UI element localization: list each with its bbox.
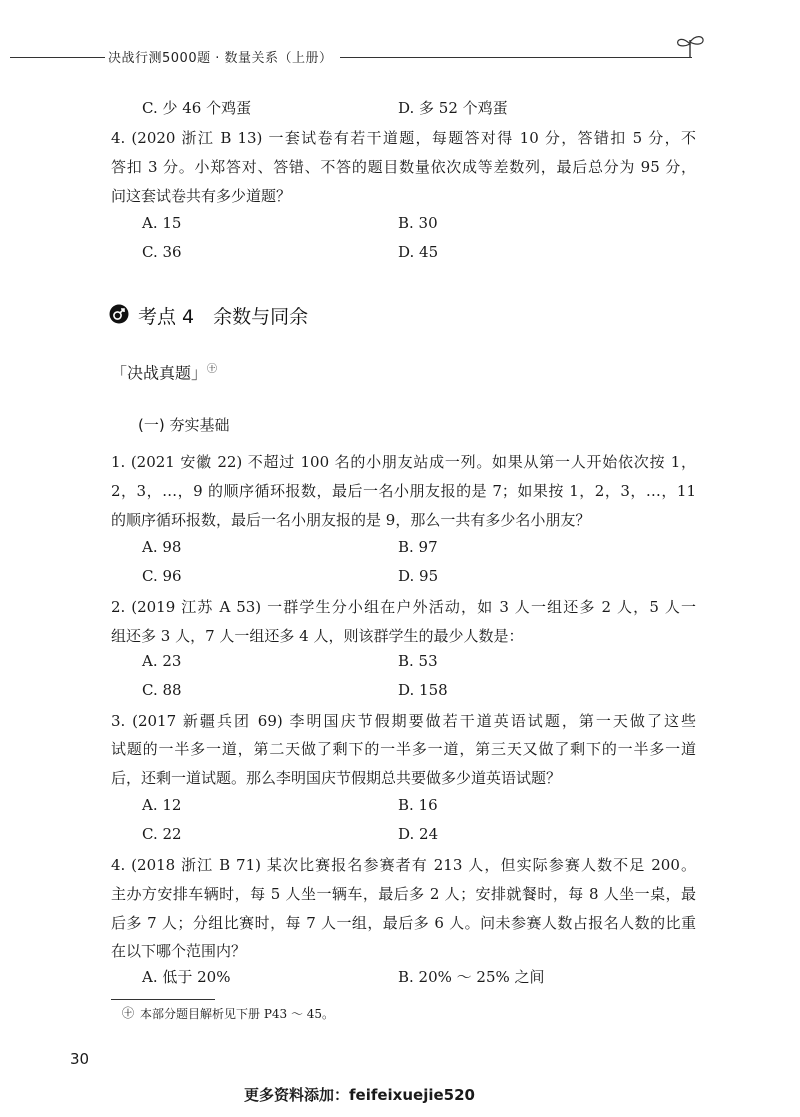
- question-line: 答扣 3 分。小郑答对、答错、不答的题目数量依次成等差数列，最后总分为 95 分，: [111, 158, 696, 176]
- subsection-title: [111, 360, 217, 383]
- option-a: A. 12: [142, 796, 182, 814]
- header-rule-left: [10, 57, 105, 58]
- option-c: C. 少 46 个鸡蛋: [142, 99, 252, 117]
- footnote-text: 本部分题目解析见下册 P43 ～ 45。: [140, 1007, 335, 1021]
- option-c: C. 22: [142, 825, 182, 843]
- option-c: C. 36: [142, 243, 182, 261]
- option-b: B. 30: [398, 214, 438, 232]
- option-c: C. 96: [142, 567, 182, 585]
- footnote-ref-mark: ㊉: [207, 364, 218, 375]
- question-line: 的顺序循环报数，最后一名小朋友报的是 9，那么一共有多少名小朋友？: [111, 511, 591, 529]
- question-line: 4. (2018 浙江 B 71) 某次比赛报名参赛者有 213 人，但实际参赛人数不足 200。: [111, 856, 696, 874]
- option-a: A. 23: [142, 652, 182, 670]
- page-number: 30: [70, 1050, 90, 1068]
- option-d: D. 24: [398, 825, 439, 843]
- question-line: 后，还剩一道试题。那么李明国庆节假期总共要做多少道英语试题？: [111, 769, 562, 787]
- option-b: B. 20% ～ 25% 之间: [398, 968, 545, 986]
- option-d: D. 95: [398, 567, 439, 585]
- watermark-text: 更多资料添加：feifeixuejie520: [244, 1086, 475, 1104]
- option-a: A. 98: [142, 538, 182, 556]
- question-line: 4. (2020 浙江 B 13) 一套试卷有若干道题，每题答对得 10 分，答错扣 5 分，不: [111, 129, 696, 147]
- section-title: 考点 4 余数与同余: [138, 306, 309, 328]
- running-header: 决战行测5000题 · 数量关系（上册）: [108, 51, 333, 66]
- question-line: 在以下哪个范围内？: [111, 942, 247, 960]
- part-title: (一) 夯实基础: [138, 416, 230, 434]
- option-b: B. 97: [398, 538, 438, 556]
- option-d: D. 多 52 个鸡蛋: [398, 99, 508, 117]
- option-a: A. 15: [142, 214, 182, 232]
- option-a: A. 低于 20%: [142, 968, 231, 986]
- option-d: D. 45: [398, 243, 439, 261]
- section-bullet-icon: [109, 304, 129, 324]
- question-line: 1. (2021 安徽 22) 不超过 100 名的小朋友站成一列。如果从第一人开始依次按 1，: [111, 453, 696, 471]
- footnote-mark: ㊉: [122, 1006, 135, 1020]
- option-c: C. 88: [142, 681, 182, 699]
- question-line: 试题的一半多一道，第二天做了剩下的一半多一道，第三天又做了剩下的一半多一道: [111, 740, 696, 758]
- question-line: 主办方安排车辆时，每 5 人坐一辆车，最后多 2 人；安排就餐时，每 8 人坐一桌，最: [111, 885, 696, 903]
- question-line: 问这套试卷共有多少道题？: [111, 187, 292, 205]
- question-line: 3. (2017 新疆兵团 69) 李明国庆节假期要做若干道英语试题，第一天做了这些: [111, 712, 696, 730]
- question-line: 组还多 3 人，7 人一组还多 4 人，则该群学生的最少人数是：: [111, 627, 524, 645]
- subsection-title-text: 「决战真题」: [111, 363, 208, 383]
- option-b: B. 16: [398, 796, 438, 814]
- footnote-rule: [111, 999, 215, 1000]
- option-b: B. 53: [398, 652, 438, 670]
- question-line: 2. (2019 江苏 A 53) 一群学生分小组在户外活动，如 3 人一组还多 2 人，5 人一: [111, 598, 696, 616]
- option-d: D. 158: [398, 681, 448, 699]
- question-line: 2，3，…，9 的顺序循环报数，最后一名小朋友报的是 7；如果按 1，2，3，…，11: [111, 482, 696, 500]
- sprout-icon: [672, 30, 708, 74]
- header-rule-right: [340, 57, 692, 58]
- question-line: 后多 7 人；分组比赛时，每 7 人一组，最后多 6 人。问未参赛人数占报名人数的比重: [111, 914, 696, 932]
